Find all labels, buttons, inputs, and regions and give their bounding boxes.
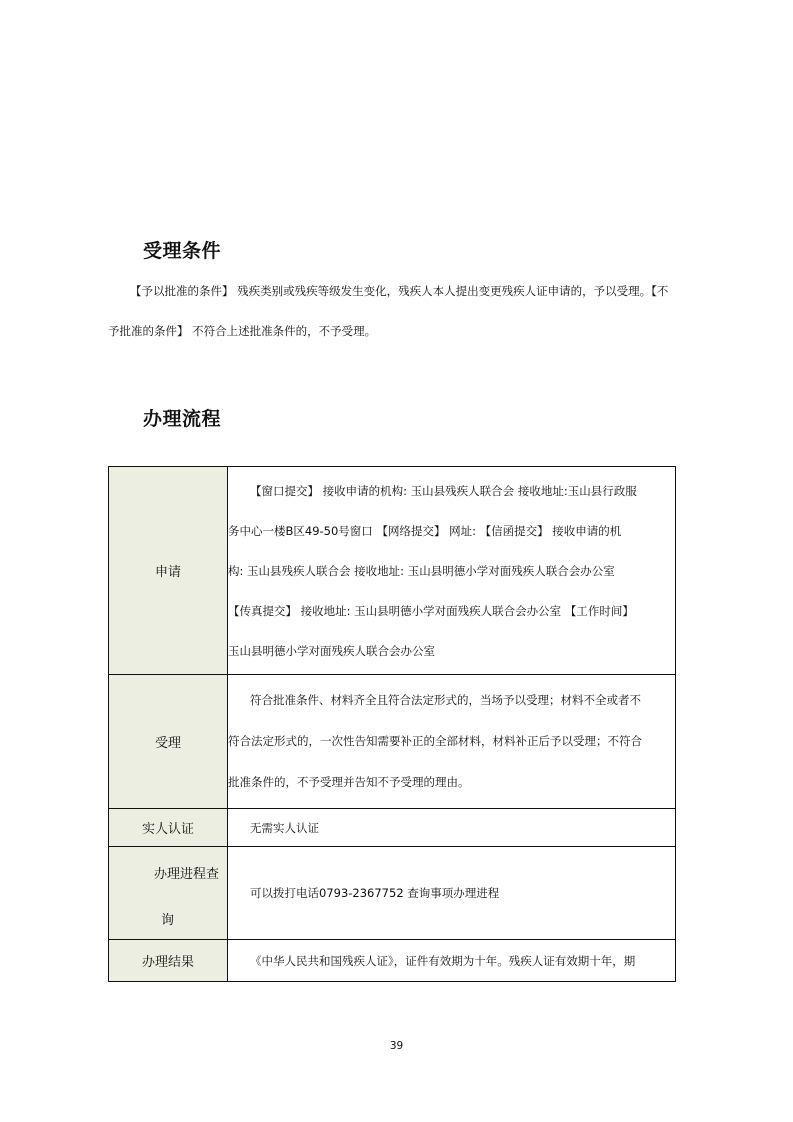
content-line: 无需实人认证 xyxy=(250,820,319,835)
row-content-result xyxy=(228,940,676,982)
table-row-accept xyxy=(109,675,676,809)
conditions-line-2: 予批准的条件】 不符合上述批准条件的，不予受理。 xyxy=(108,324,377,338)
table-row-result xyxy=(109,940,676,982)
row-content-verification xyxy=(228,809,676,847)
content-line: 符合法定形式的，一次性告知需要补正的全部材料，材料补正后予以受理；不符合 xyxy=(228,734,642,748)
row-label-result: 办理结果 xyxy=(109,940,228,982)
content-line: 可以拨打电话0793-2367752 查询事项办理进程 xyxy=(250,886,500,900)
heading-conditions: 受理条件 xyxy=(143,240,222,262)
page-number: 39 xyxy=(389,1040,404,1052)
row-label-progress-query xyxy=(109,847,228,940)
content-line: 【窗口提交】 接收申请的机构: 玉山县残疾人联合会 接收地址:玉山县行政服 xyxy=(250,483,637,498)
process-table xyxy=(108,466,676,982)
content-line: 符合批准条件、材料齐全且符合法定形式的，当场予以受理；材料不全或者不 xyxy=(250,693,641,707)
row-content-apply xyxy=(228,467,676,675)
conditions-line-1: 【予以批准的条件】 残疾类别或残疾等级发生变化，残疾人本人提出变更残疾人证申请的，予以受理。【不 xyxy=(130,284,669,298)
row-content-accept xyxy=(228,675,676,809)
row-label-apply: 申请 xyxy=(109,467,228,675)
conditions-paragraph xyxy=(108,271,688,351)
content-line: 玉山县明德小学对面残疾人联合会办公室 xyxy=(228,643,435,658)
content-line: 【传真提交】 接收地址: 玉山县明德小学对面残疾人联合会办公室 【工作时间】 xyxy=(228,603,634,618)
table-row-progress-query xyxy=(109,847,676,940)
row-label-verification: 实人认证 xyxy=(109,809,228,847)
content-line: 批准条件的，不予受理并告知不予受理的理由。 xyxy=(228,775,470,789)
content-line: 《中华人民共和国残疾人证》，证件有效期为十年。残疾人证有效期十年，期 xyxy=(250,953,636,968)
heading-process: 办理流程 xyxy=(143,408,222,430)
content-line: 务中心一楼B区49-50号窗口 【网络提交】 网址: 【信函提交】 接收申请的机 xyxy=(228,523,622,538)
label-line-2: 询 xyxy=(161,913,175,928)
row-label-accept: 受理 xyxy=(109,675,228,809)
content-line: 构: 玉山县残疾人联合会 接收地址: 玉山县明德小学对面残疾人联合会办公室 xyxy=(228,563,615,578)
label-line-1: 办理进程查 xyxy=(153,867,219,882)
row-content-progress-query xyxy=(228,847,676,940)
table-row-verification xyxy=(109,809,676,847)
table-row-apply xyxy=(109,467,676,675)
